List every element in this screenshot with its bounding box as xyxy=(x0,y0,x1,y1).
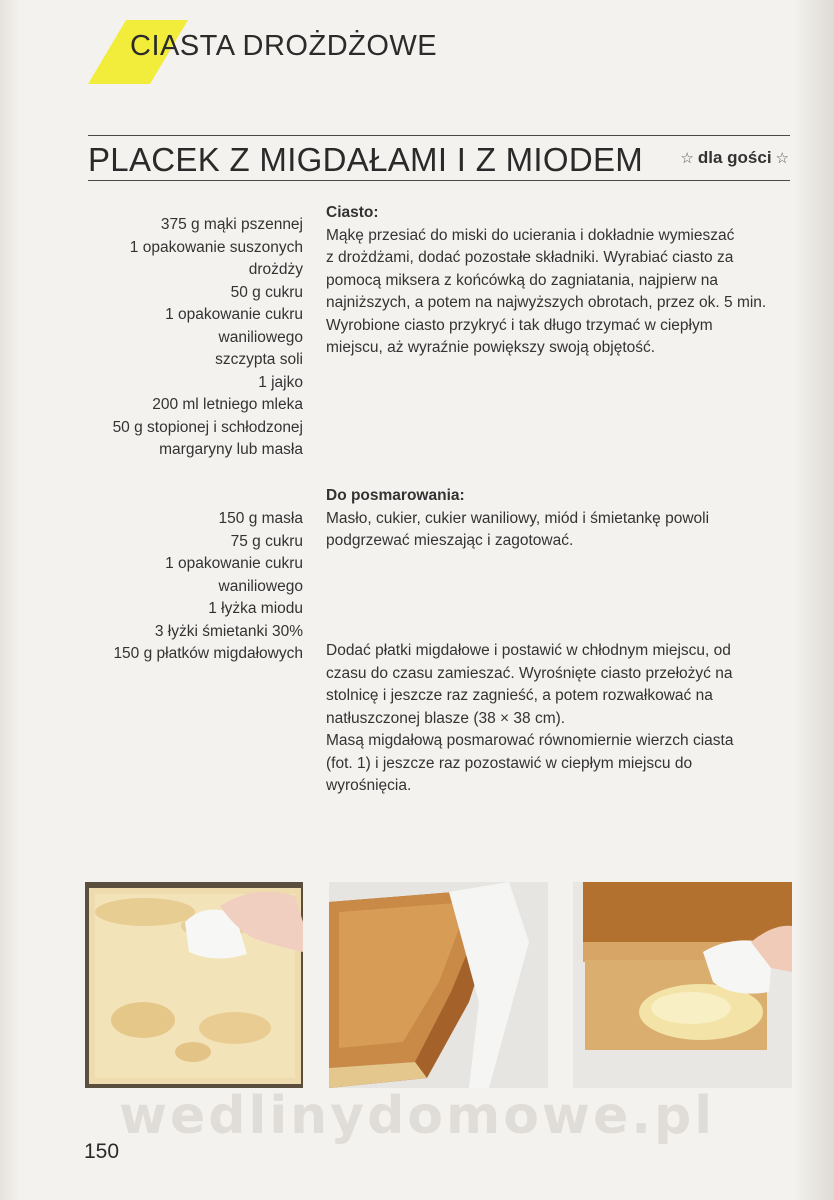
step-assembly xyxy=(326,640,796,798)
ingredient-line: 1 opakowanie cukru xyxy=(165,306,303,323)
ingredient-line: 1 łyżka miodu xyxy=(208,600,303,617)
step-topping xyxy=(326,485,796,553)
ingredient-line: 1 jajko xyxy=(258,373,303,391)
page-number: 150 xyxy=(84,1140,120,1163)
ingredients-topping-list xyxy=(60,508,303,666)
step-heading: Ciasto: xyxy=(326,204,379,221)
watermark: wedlinydomowe.pl xyxy=(118,1086,716,1146)
ingredient-line: 3 łyżki śmietanki 30% xyxy=(154,622,303,640)
step-line: natłuszczonej blasze (38 × 38 cm). xyxy=(326,709,566,727)
ingredient-line: 1 opakowanie suszonych xyxy=(129,238,303,256)
photo-spreading-topping xyxy=(85,882,303,1088)
ingredients-dough-list xyxy=(60,214,303,462)
step-line: Masą migdałową posmarować równomiernie wierzch ciasta xyxy=(326,732,734,749)
ingredient-line: 50 g stopionej i schłodzonej xyxy=(112,418,303,436)
step-line: Masło, cukier, cukier waniliowy, miód i śmietankę powoli xyxy=(326,509,710,527)
step-line: (fot. 1) i jeszcze raz pozostawić w ciepłym miejscu do xyxy=(326,754,693,772)
ingredient-line: drożdży xyxy=(248,261,303,278)
star-outline-icon: ☆ xyxy=(775,150,789,167)
step-heading: Do posmarowania: xyxy=(326,487,465,504)
ingredient-line: margaryny lub masła xyxy=(159,441,303,458)
step-dough xyxy=(326,202,796,360)
ingredient-line: 1 opakowanie cukru xyxy=(165,555,303,572)
step-line: z drożdżami, dodać pozostałe składniki. Wyrabiać ciasto za xyxy=(326,249,734,266)
guest-badge xyxy=(680,148,789,168)
ingredient-line: 200 ml letniego mleka xyxy=(152,396,303,413)
step-line: Dodać płatki migdałowe i postawić w chłodnym miejscu, od xyxy=(326,642,731,659)
ingredient-line: waniliowego xyxy=(218,577,303,595)
step-line: czasu do czasu zamieszać. Wyrośnięte ciasto przełożyć na xyxy=(326,664,733,682)
photo-baked-cake xyxy=(329,882,548,1088)
ingredient-line: waniliowego xyxy=(218,328,303,346)
ingredient-line: 75 g cukru xyxy=(230,532,303,550)
ingredient-line: szczypta soli xyxy=(215,351,303,368)
title-rule-bottom xyxy=(88,180,790,181)
step-line: Mąkę przesiać do miski do ucierania i dokładnie wymieszać xyxy=(326,226,735,244)
ingredient-line: 50 g cukru xyxy=(230,283,303,301)
step-line: stolnicę i jeszcze raz zagnieść, a potem rozwałkować na xyxy=(326,687,713,704)
section-title: CIASTA DROŻDŻOWE xyxy=(130,30,438,62)
ingredient-line: 150 g masła xyxy=(218,510,303,527)
page-gutter-shadow xyxy=(0,0,20,1200)
badge-label: dla gości xyxy=(697,148,772,167)
step-line: miejscu, aż wyraźnie powiększy swoją objętość. xyxy=(326,339,656,356)
title-rule-top xyxy=(88,135,790,136)
step-line: pomocą miksera z końcówką do zagniatania, najpierw na xyxy=(326,271,719,289)
step-line: podgrzewać mieszając i zagotować. xyxy=(326,532,574,549)
recipe-title: PLACEK Z MIGDAŁAMI I Z MIODEM xyxy=(88,141,644,178)
step-line: wyrośnięcia. xyxy=(326,777,412,794)
step-line: Wyrobione ciasto przykryć i tak długo trzymać w ciepłym xyxy=(326,316,713,334)
photo-cream-filling xyxy=(573,882,792,1088)
ingredient-line: 375 g mąki pszennej xyxy=(160,216,303,233)
star-outline-icon: ☆ xyxy=(680,150,694,167)
ingredient-line: 150 g płatków migdałowych xyxy=(113,645,303,662)
page-edge-shadow xyxy=(794,0,834,1200)
step-line: najniższych, a potem na najwyższych obrotach, przez ok. 5 min. xyxy=(326,294,767,311)
